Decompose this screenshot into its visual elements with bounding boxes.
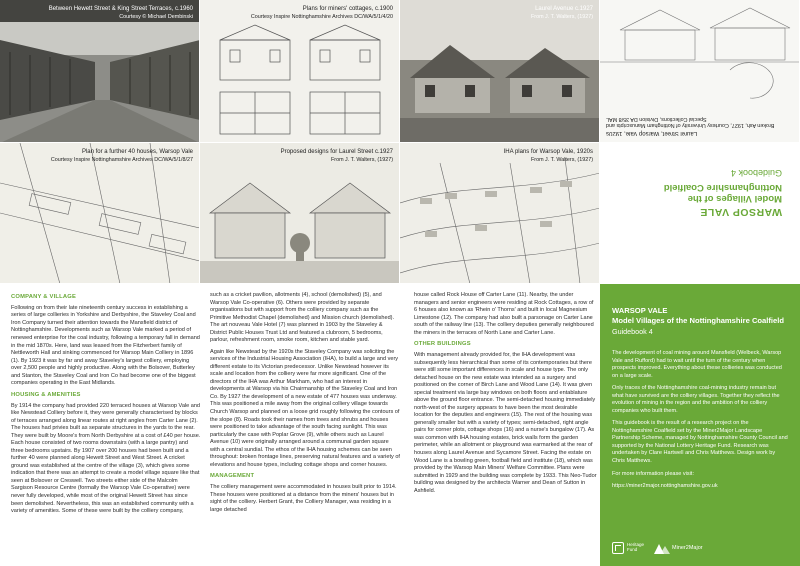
heritage-fund-text: [627, 543, 644, 552]
paragraph: The development of coal mining around Mansfield (Welbeck, Warsop Vale and Rufford) had to wait until the turn of the century when prospects improved. Everything about these collieries was conducted on a large scale.: [612, 350, 782, 379]
caption-title: Between Hewett Street & King Street Terraces, c.1960: [48, 6, 193, 12]
caption: [200, 149, 399, 163]
headstock-icon: [654, 543, 670, 554]
terraces-photo: [0, 0, 200, 143]
caption-credit: From J. T. Walters, (1927): [530, 13, 593, 20]
caption-credit: From J. T. Walters, (1927): [330, 156, 393, 163]
info-panel: [600, 284, 800, 566]
caption: [400, 149, 599, 163]
cottage-plan-drawing: [200, 0, 400, 143]
paragraph: For more information please visit:: [612, 470, 695, 477]
caption-title: Plans for miners' cottages, c.1900: [302, 6, 393, 12]
caption: [0, 6, 199, 20]
caption-rotated: [600, 115, 799, 136]
paragraph: This guidebook is the result of a research project on the Nottinghamshire Coalfield set by the Miner2Major Landscape Partnership Scheme, managed by Nottinghamshire County Council and supported by the National Lottery Heritage Fund. Research was undertaken by Clare Hartwell and Chris Matthews. Design work by Chris Matthews.: [612, 420, 788, 465]
photo-iha-plans: [400, 143, 600, 284]
text-column-1: [11, 292, 201, 520]
caption: [200, 6, 399, 20]
caption-credit: Courtesy © Michael Dembinski: [119, 13, 193, 20]
heritage-fund-icon: [612, 542, 624, 554]
caption-title: Laurel Avenue c.1927: [535, 6, 593, 12]
cover-subtitle: Model Villages of the Nottinghamshire Coalfield: [663, 182, 782, 204]
paragraph: By 1914 the company had provided 220 terraced houses at Warsop Vale and like Newstead Colliery before it, they were generally characterised by blocks of terraces arranged along linear routes at right angles from Carter Lane (2). The houses had privies built as separate structures in the yards to the rear. They were built by Moore's from North Derbyshire at a cost of £40 per house. Each house consisted of two rooms downstairs (with a large pantry) and three bedrooms upstairs. By 1907 over 200 houses had been built and a further 40 were planned along Hewett Street and West Street. A cricket ground was established at the centre of the village (3), which gives some indication that there was an attempt to create a model village square like that seen at Bolsover or Creswell. Two streets either side of the Malcolm Sargison Resource Centre (formally the Warsop Vale Co-operative) were never fully developed, while most of the original Hewett Street has since been demolished. Nevertheless, this was an established community with a variety of amenities. Some of these were built by the colliery company,: [11, 402, 201, 515]
caption-title: IHA plans for Warsop Vale, 1920s: [503, 149, 593, 155]
cover-guidebook: Guidebook 4: [730, 168, 782, 178]
paragraph: Only traces of the Nottinghamshire coal-mining industry remain but what have survived are the colliery villages. Together they reflect the evolution of mining in the region and the ambition of the colliery companies who built them.: [612, 385, 780, 414]
photo-laurel-street-designs: [200, 143, 400, 284]
site-plan-drawing: [0, 143, 200, 284]
paragraph: With management already provided for, the IHA development was subsequently less hierarchical than some of its contemporaries but there were still some important differences in scale and house type. The only detached house on the new estate was intended as a surgery and positioned on the corner of Birch Lane and Wood Lane (14). It was given special treatment via large bay windows on both floors and entablature above the ground floor entrance. The semi-detached housing immediately north-west of the surgery appears to have been the most desirable location for the deputies and engineers (15). The rest of the housing was generally smaller but with a variety of types; semi-detached, right angle pairs for corner plots, cottage shops (16) and a nurse's bungalow (17). As was common with IHA housing estates, brick walls form the garden perimeter, while an allotment or playground was earmarked at the rear of houses along Laurel Avenue and Sycamore Street. Facing the estate on Wood Lane is a bowling green, football field and institute (18), which was provided by the Warsop Main Miners' Welfare Committee. Plans were submitted in 1929 and the building was complete by 1933. This Neo-Tudor building was designed by the architects Warner and Dean of Sutton in Ashfield.: [414, 352, 597, 494]
caption-title: Laurel Street, Warsop Vale, 1920s: [606, 130, 698, 136]
heading-other-buildings: OTHER BUILDINGS: [414, 341, 471, 348]
panel-title: WARSOP VALE: [612, 306, 668, 315]
paragraph: Following on from their late nineteenth century success in establishing a series of large collieries in Yorkshire and Derbyshire, the Staveley Coal and Iron Company turned their attention towards the Mansfield district of Nottinghamshire. Developments such as Warsop Vale marked a period of renewed enterprise for the coal industry, following a temporary fall in demand in the mid 1870s. Here, land was leased from the Fitzherbert family of Nettleworth Hall and sinking commenced for Warsop Main Colliery in 1896 (1). By 1923 it was by far and away Staveley's largest colliery, employing over 2,500 people and highly productive. Along with the Bolsover, Butterley and Stanton, the Staveley Coal and Iron Co had become one of the biggest companies operating in the East Midlands.: [11, 304, 200, 387]
caption-credit: From J. T. Walters, (1927): [530, 156, 593, 163]
logo-text-line: Heritage: [627, 542, 645, 548]
paragraph: The colliery management were accommodated in houses built prior to 1914. These houses were positioned at a distance from the miners' houses but in sight of the colliery. Herbert Grant, the Colliery Manager, was residing in a large detached: [210, 484, 397, 513]
miner2major-text: Miner2Major: [672, 545, 703, 551]
heading-company-village: COMPANY & VILLAGE: [11, 294, 77, 300]
heritage-fund-logo: [612, 542, 644, 554]
paragraph: Again like Newstead by the 1920s the Staveley Company was soliciting the services of the Industrial Housing Association (IHA), to build a large and very different estate to its Victorian predecessor. Unlike Newstead however its scale and location from the colliery were far more significant. One of the directors of the IHA was Arthur Markham, who had an interest in developments at Warsop via his Chairmanship of the Staveley Coal and Iron Co. By 1927 the development of a new estate of 477 houses was underway. This was positioned a mile away from the original colliery village towards Church Warsop and planned on a loose grid roughly following the contours of the slope (8). Roads took their names from trees and shrubs and houses were positioned to take advantage of the south facing sunlight. This was particularly the case with Poplar Grove (9), while others such as Laurel Avenue (10) were originally arranged around a communal garden square with a central sundial. The ethos of the IHA housing schemes can be seen throughout: broken frontage lines, preserving natural features and a variety of elevations and house types, including cottage shops and corner houses.: [210, 348, 400, 468]
caption: [400, 6, 599, 20]
cover-title: WARSOP VALE: [699, 206, 782, 218]
paragraph: such as a cricket pavilion, allotments (4), school (demolished) (5), and Warsop Vale Co-operative (6). Others were provided by separate organisations but with support from the colliery company such as the Primitive Methodist Chapel (demolished) and Mission church (demolished). The art nouveau Vale Hotel (7) was planned in 1903 by the Staveley & District Public Houses Trust Ltd and featured a clubroom, 5 bedrooms, parlour, refreshment room, smoke room, kitchen and stable yard.: [210, 292, 395, 344]
miner2major-logo: [654, 543, 703, 554]
heading-management: MANAGEMENT: [210, 473, 255, 480]
caption-title: Plan for a further 40 houses, Warsop Vale: [81, 149, 193, 155]
caption-credit: Courtesy Inspire Nottinghamshire Archives DC/WA/5/1/8/27: [50, 156, 193, 163]
caption-title: Proposed designs for Laurel Street c.1927: [280, 149, 393, 155]
photo-plan-40-houses: [0, 143, 200, 284]
photo-terraces-1960: [0, 0, 200, 143]
sponsor-logos: [612, 542, 703, 554]
caption-credit: Broken Ash, 1927, Courtesy University of Nottingham Manuscripts and Special Collections, Division DA 35/8 MAL: [606, 115, 775, 129]
panel-guidebook: Guidebook 4: [612, 327, 653, 337]
text-column-2: [210, 292, 400, 518]
website-link[interactable]: https://miner2major.nottinghamshire.gov.uk: [612, 483, 718, 490]
caption-credit: Courtesy Inspire Nottinghamshire Archives DC/WA/5/1/4/20: [250, 13, 393, 20]
paragraph: house called Rock House off Carter Lane (11). Nearby, the under managers and senior engineers were residing at Rock Cottages, a row of 6 houses also known as 'Rhein o' Thorns' and built in local Magnesium Limestone (12). The company had also built a parsonage on Carter Lane south of the railway line (13). The colliery deputies generally neighboured the miners in the terraces of North Lane and Carter Lane.: [414, 292, 594, 336]
heading-housing-amenities: HOUSING & AMENITIES: [11, 391, 81, 398]
photo-laurel-avenue: [400, 0, 600, 143]
photo-cottage-plans: [200, 0, 400, 143]
cover-title-rotated: [600, 143, 800, 282]
caption: [0, 149, 199, 163]
laurel-street-design-drawing: [200, 143, 400, 284]
panel-subtitle: Model Villages of the Nottinghamshire Coalfield: [612, 316, 785, 325]
logo-text-line: Fund: [627, 547, 638, 552]
text-column-3: [414, 292, 598, 499]
photo-laurel-street-sketch: [600, 0, 800, 143]
iha-estate-plan: [400, 143, 600, 284]
laurel-avenue-photo: [400, 0, 600, 143]
